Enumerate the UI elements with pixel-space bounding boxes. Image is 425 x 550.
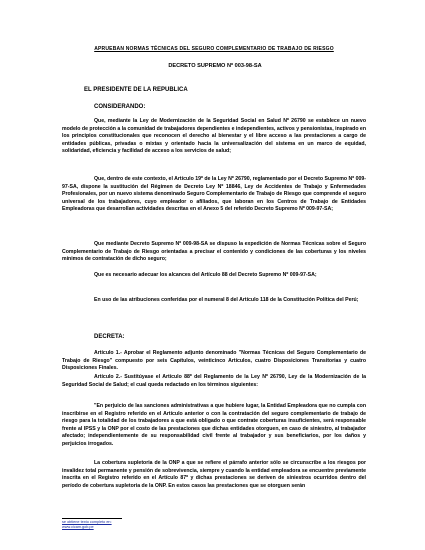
considerando-heading: CONSIDERANDO: xyxy=(94,104,146,110)
paragraph-article-2-text: "En perjuicio de las sanciones administrativas a que hubiere lugar, la Entidad Empleadora que no cumpla con inscribirse en el Registro referido en el Artículo anterior o con la contratación del seguro complementario de trabajo de riesgo para la totalidad de los trabajadores a que está obligado o que contrate coberturas insuficientes, será responsable frente al IPSS y la ONP por el costo de las prestaciones que dichas entidades otorguen, en caso de siniestro, al trabajador afectado; independientemente de su responsabilidad civil frente al trabajador y sus beneficiarios, por los daños y perjuicios irrogados. xyxy=(62,403,366,447)
president-heading: EL PRESIDENTE DE LA REPUBLICA xyxy=(84,87,188,93)
decree-number: DECRETO SUPREMO Nº 003-98-SA xyxy=(168,63,262,69)
document-title: APRUEBAN NORMAS TÉCNICAS DEL SEGURO COMPLEMENTARIO DE TRABAJO DE RIESGO xyxy=(94,46,334,52)
paragraph-2: Que, dentro de este contexto, el Artículo 19º de la Ley Nº 26790, reglamentado por el Decreto Supremo Nº 009-97-SA, dispone la sustitución del Régimen de Decreto Ley Nº 18846, Ley de Accidentes de Trabajo y Enfermedades Profesionales, por un nuevo sistema denominado Seguro Complementario de Trabajo de Riesgo que comprende el seguro universal de los trabajadores, cuyo empleador o afiliados, que laboran en los Centros de Trabajo de Entidades Empleadoras que desarrollan actividades descritas en el Anexo 5 del referido Decreto Supremo Nº 009-97-SA; xyxy=(62,176,366,213)
footnote-link-line-1[interactable]: se obtiene texto completo en: xyxy=(62,520,112,524)
decreta-heading: DECRETA: xyxy=(94,334,125,340)
paragraph-1: Que, mediante la Ley de Modernización de la Seguridad Social en Salud Nº 26790 se establece un nuevo modelo de protección a la comunidad de trabajadores dependientes e independientes, activos y pensionistas, inspirado en los principios constitucionales que reconocen el derecho al bienestar y el libre acceso a las prestaciones a cargo de entidades públicas, privadas o mixtas y orientado hacia la universalización del sistema en un marco de equidad, solidaridad, eficiencia y facilidad de acceso a los servicios de salud; xyxy=(62,118,366,155)
footnote xyxy=(62,518,122,530)
paragraph-3: Que mediante Decreto Supremo Nº 009-98-SA se dispuso la expedición de Normas Técnicas sobre el Seguro Complementario de Trabajo de Riesgo orientadas a precisar el contenido y condiciones de las coberturas y los niveles mínimos de contratación de dicho seguro; xyxy=(62,241,366,263)
paragraph-5: En uso de las atribuciones conferidas por el numeral 8 del Artículo 118 de la Constitución Política del Perú; xyxy=(94,297,359,303)
article-2: Artículo 2.- Sustitúyase el Artículo 88º del Reglamento de la Ley Nº 26790, Ley de la Modernización de la Seguridad Social de Salud; el cual queda redactado en los términos siguientes: xyxy=(62,374,366,388)
paragraph-coverage: La cobertura supletoria de la ONP a que se refiere el párrafo anterior sólo se circunscribe a los riesgos por invalidez total permanente y pensión de sobrevivencia, siempre y cuando la entidad empleadora se encuentre previamente inscrita en el Registro referido en el Artículo 87º y dichas prestaciones se deriven de siniestros ocurridos dentro del período de cobertura supletoria de la ONP. En estos casos las prestaciones que se otorguen serán xyxy=(62,460,366,489)
paragraph-4: Que es necesario adecuar los alcances del Artículo 88 del Decreto Supremo Nº 009-97-SA; xyxy=(94,272,317,278)
footnote-divider xyxy=(62,518,122,519)
article-1: Artículo 1.- Aprobar el Reglamento adjunto denominado "Normas Técnicas del Seguro Complementario de Trabajo de Riesgo" compuesto por seis Capítulos, veinticinco Artículos, cuatro Disposiciones Transitorias y cuatro Disposiciones Finales. xyxy=(62,350,366,372)
footnote-link-line-2[interactable]: www.cicam.gob.pe xyxy=(62,525,94,529)
